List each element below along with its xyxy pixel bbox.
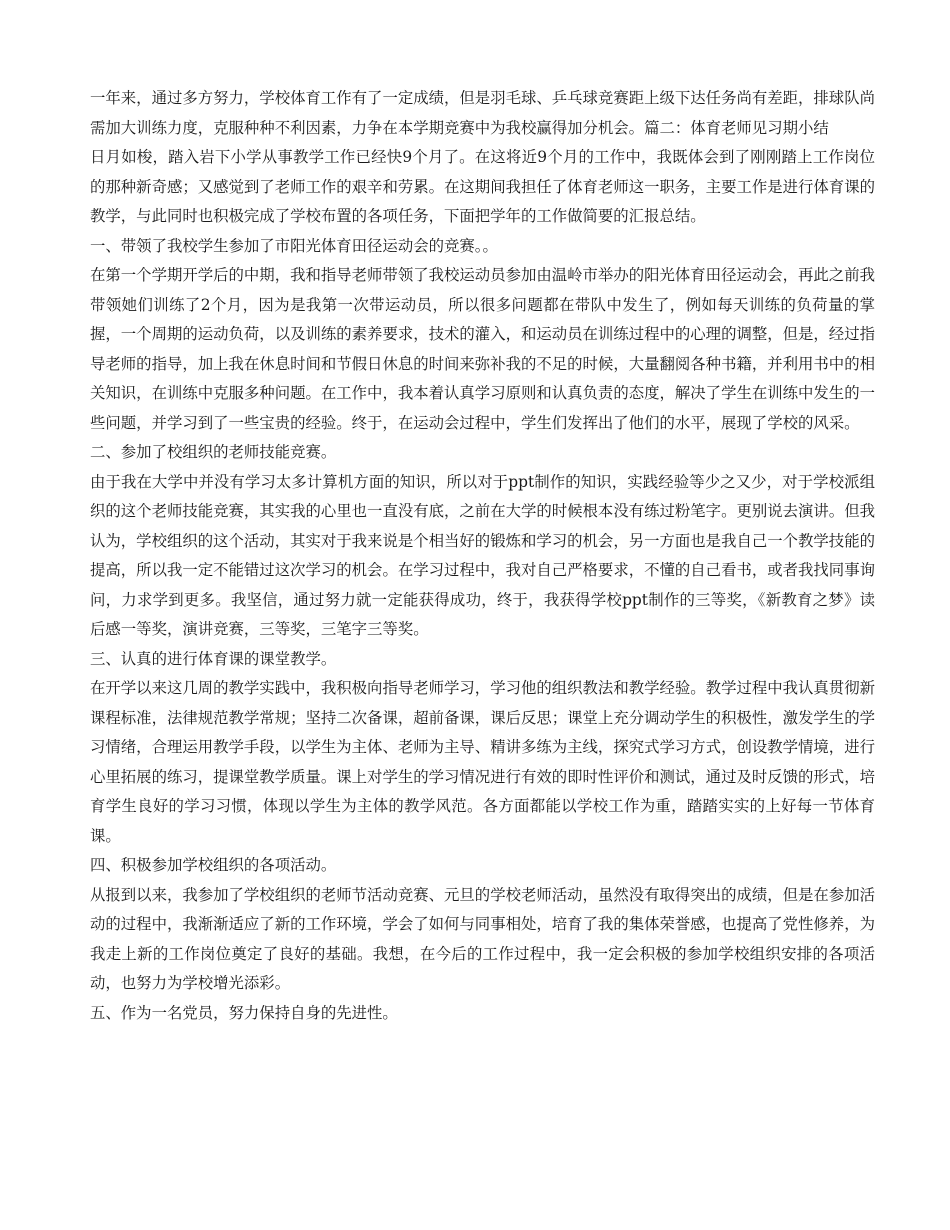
section-heading-5: 五、作为一名党员，努力保持自身的先进性。 [90, 1003, 398, 1022]
paragraph-intro-summary: 一年来，通过多方努力，学校体育工作有了一定成绩，但是羽毛球、乒乓球竞赛距上级下达任务尚有差距，排球队尚需加大训练力度，克服种种不利因素，力争在本学期竞赛中为我校赢得加分机会。篇二：体育老师见习期小结 [90, 89, 875, 137]
section-heading-3: 三、认真的进行体育课的课堂教学。 [90, 649, 337, 668]
section-heading-4: 四、积极参加学校组织的各项活动。 [90, 856, 337, 874]
section-heading-2: 二、参加了校组织的老师技能竞赛。 [90, 443, 337, 461]
document-page [90, 84, 875, 1028]
paragraph-skills-competition: 由于我在大学中并没有学习太多计算机方面的知识，所以对于ppt制作的知识，实践经验等少之又少，对于学校派组织的这个老师技能竞赛，其实我的心里也一直没有底，之前在大学的时候根本没有练过粉笔字。更别说去演讲。但我认为，学校组织的这个活动，其实对于我来说是个相当好的锻炼和学习的机会，另一方面也是我自己一个教学技能的提高，所以我一定不能错过这次学习的机会。在学习过程中，我对自己严格要求，不懂的自己看书，或者我找同事询问，力求学到更多。我坚信，通过努力就一定能获得成功，终于，我获得学校ppt制作的三等奖，《新教育之梦》读后感一等奖，演讲竞赛，三等奖，三笔字三等奖。 [90, 472, 875, 638]
paragraph-school-activities: 从报到以来，我参加了学校组织的老师节活动竞赛、元旦的学校老师活动，虽然没有取得突出的成绩，但是在参加活动的过程中，我渐渐适应了新的工作环境，学会了如何与同事相处，培育了我的集体荣誉感，也提高了党性修养，为我走上新的工作岗位奠定了良好的基础。我想，在今后的工作过程中，我一定会积极的参加学校组织安排的各项活动，也努力为学校增光添彩。 [90, 885, 875, 992]
paragraph-track-meet: 在第一个学期开学后的中期，我和指导老师带领了我校运动员参加由温岭市举办的阳光体育田径运动会，再此之前我带领她们训练了2个月，因为是我第一次带运动员，所以很多问题都在带队中发生了，例如每天训练的负荷量的掌握，一个周期的运动负荷，以及训练的素养要求，技术的灌入，和运动员在训练过程中的心理的调整，但是，经过指导老师的指导，加上我在休息时间和节假日休息的时间来弥补我的不足的时候，大量翻阅各种书籍，并利用书中的相关知识，在训练中克服多种问题。在工作中，我本着认真学习原则和认真负责的态度，解决了学生在训练中发生的一些问题，并学习到了一些宝贵的经验。终于，在运动会过程中，学生们发挥出了他们的水平，展现了学校的风采。 [90, 266, 875, 432]
paragraph-classroom-teaching: 在开学以来这几周的教学实践中，我积极向指导老师学习，学习他的组织教法和教学经验。教学过程中我认真贯彻新课程标准，法律规范教学常规；坚持二次备课，超前备课，课后反思；课堂上充分调动学生的积极性，激发学生的学习情绪，合理运用教学手段，以学生为主体、老师为主导、精讲多练为主线，探究式学习方式，创设教学情境，进行心里拓展的练习，提课堂教学质量。课上对学生的学习情况进行有效的即时性评价和测试，通过及时反馈的形式，培育学生良好的学习习惯，体现以学生为主体的教学风范。各方面都能以学校工作为重，踏踏实实的上好每一节体育课。 [90, 679, 875, 845]
section-heading-1: 一、带领了我校学生参加了市阳光体育田径运动会的竞赛。。 [90, 236, 498, 255]
paragraph-internship-overview: 日月如梭，踏入岩下小学从事教学工作已经快9个月了。在这将近9个月的工作中，我既体会到了刚刚踏上工作岗位的那种新奇感；又感觉到了老师工作的艰辛和劳累。在这期间我担任了体育老师这一职务，主要工作是进行体育课的教学，与此同时也积极完成了学校布置的各项任务，下面把学年的工作做简要的汇报总结。 [90, 148, 875, 225]
